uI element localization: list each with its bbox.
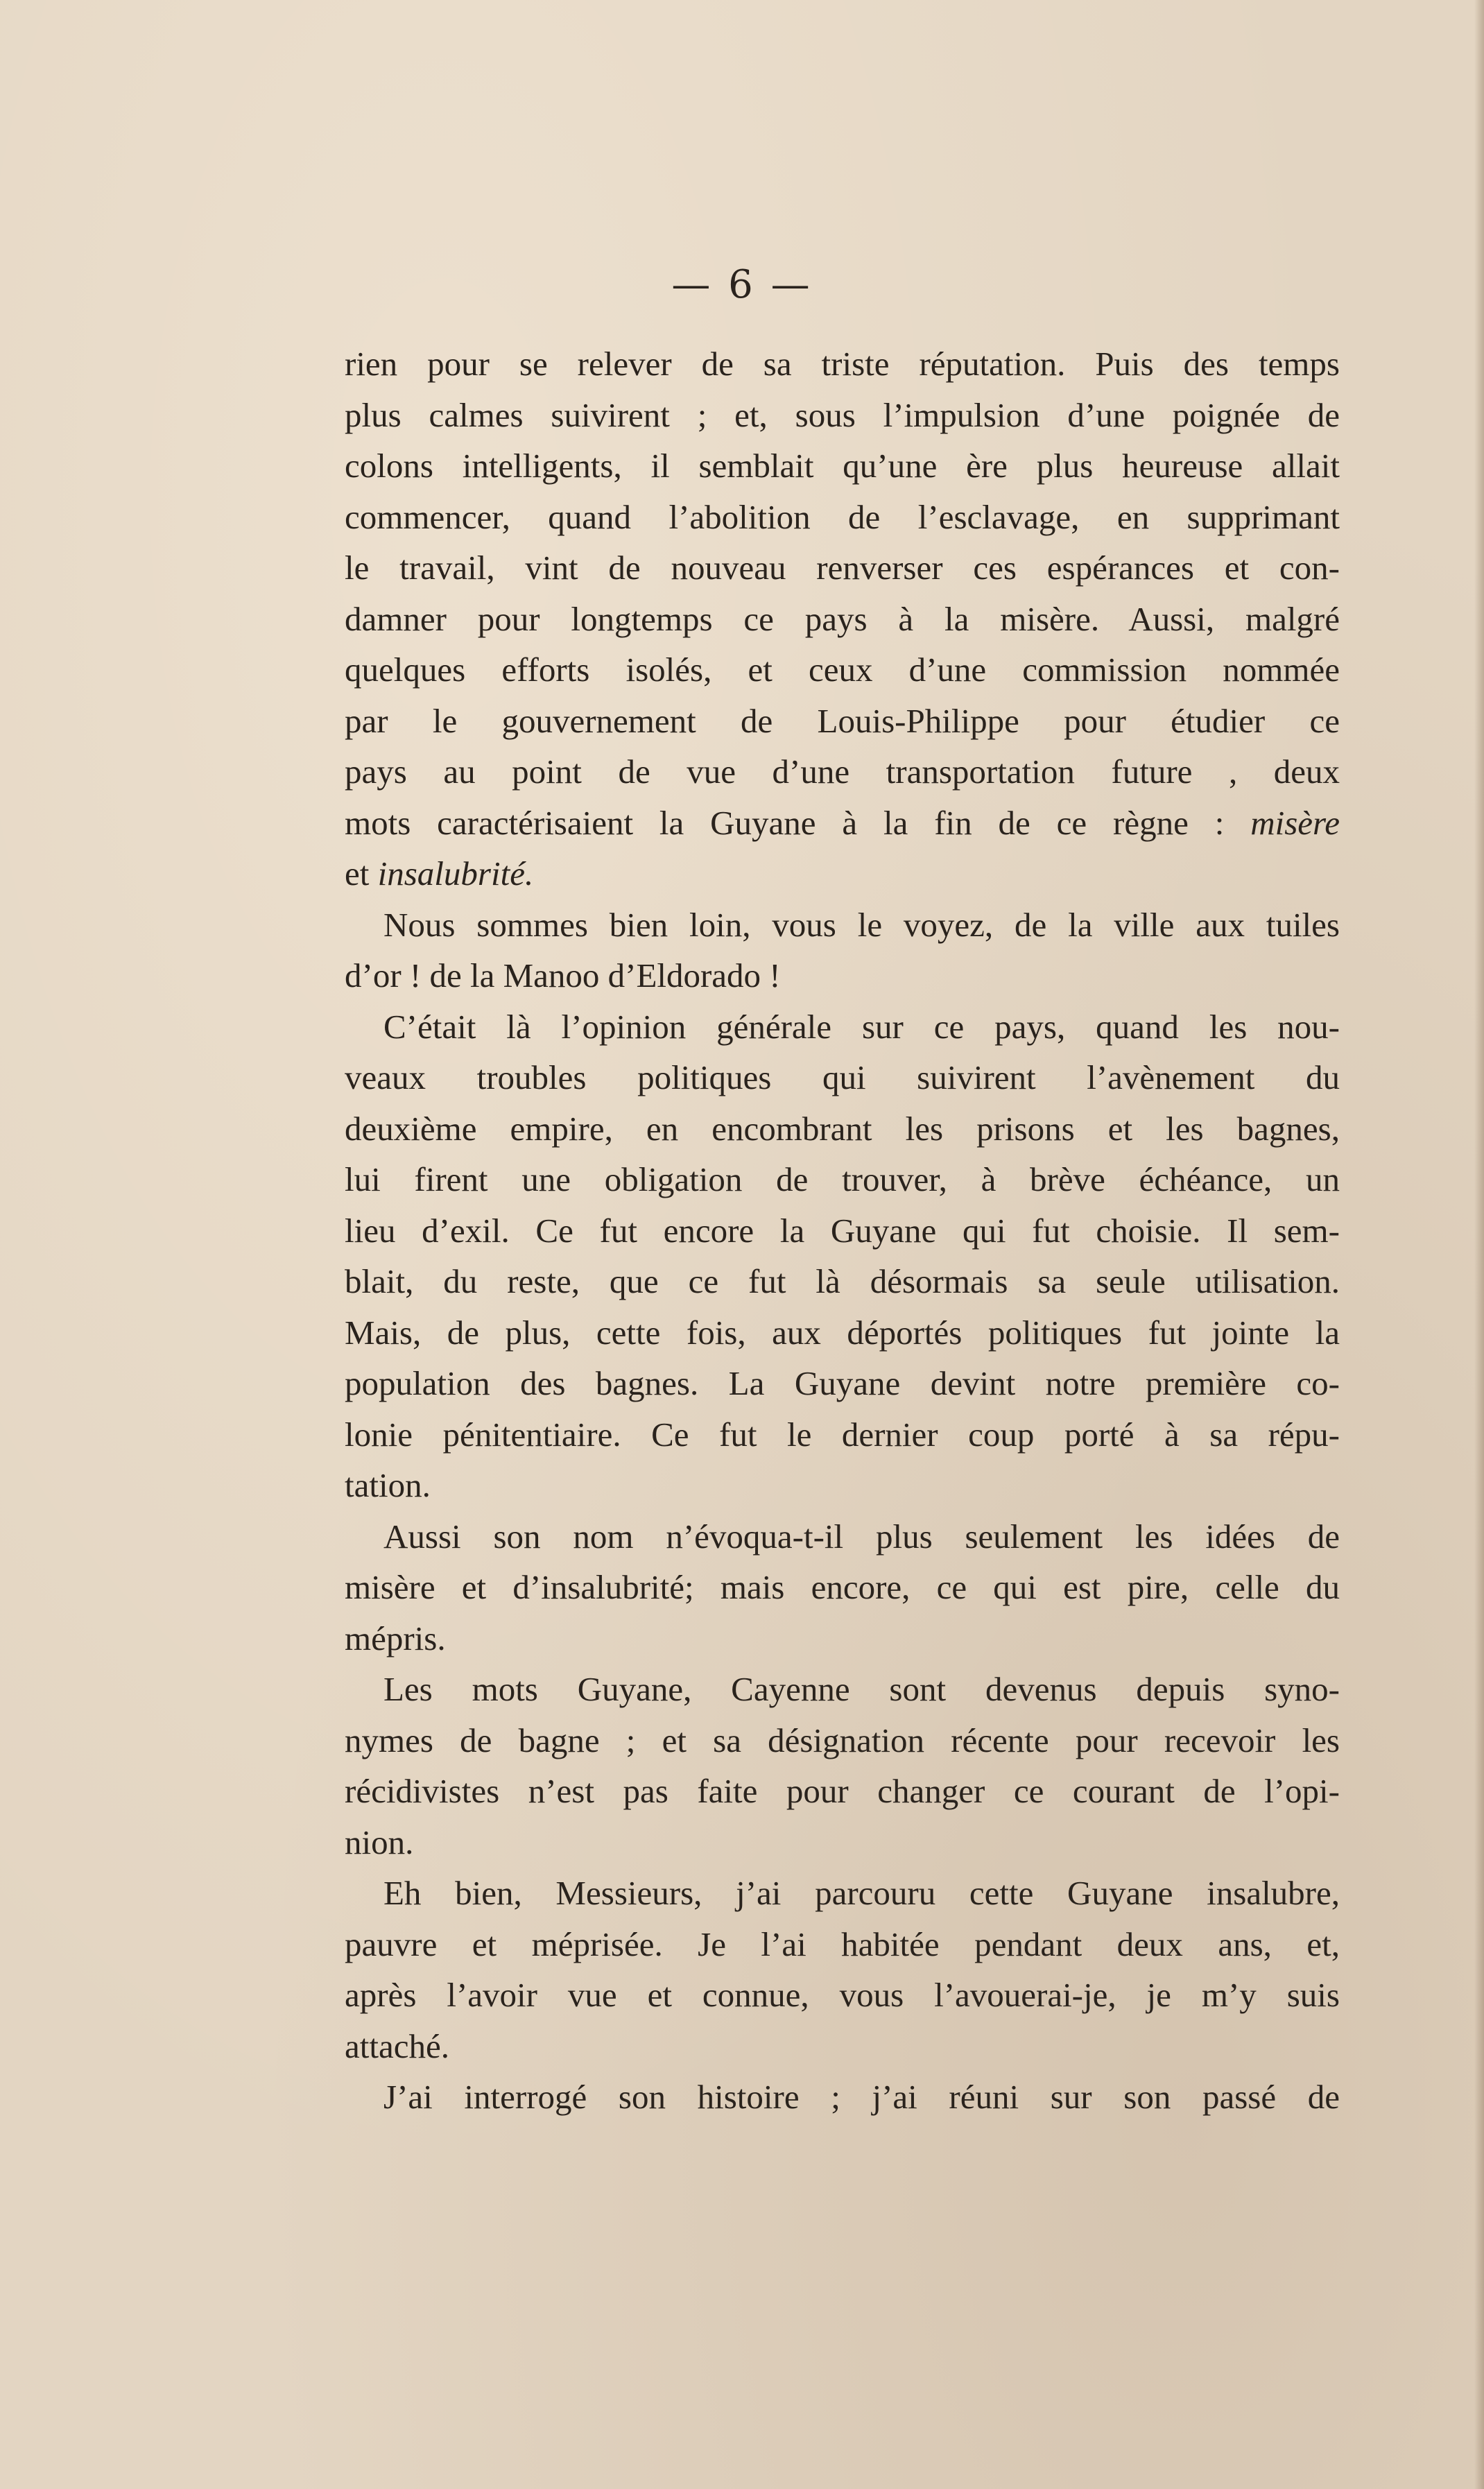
text-line-content: plus calmes suivirent ; et, sous l’impulsion d’une poignée de bbox=[345, 395, 1340, 434]
text-line bbox=[345, 594, 1340, 645]
text-line bbox=[345, 1562, 1340, 1613]
text-line bbox=[345, 1664, 1340, 1715]
text-line-content: C’était là l’opinion générale sur ce pays, quand les nou- bbox=[383, 1007, 1340, 1046]
text-line bbox=[345, 1205, 1340, 1257]
text-line bbox=[345, 1001, 1340, 1053]
text-line bbox=[345, 644, 1340, 696]
text-line-content: blait, du reste, que ce fut là désormais sa seule utilisation. bbox=[345, 1262, 1340, 1300]
text-line-content: tation. bbox=[345, 1466, 431, 1504]
text-line bbox=[345, 1256, 1340, 1307]
body-text bbox=[345, 338, 1340, 2123]
paragraph bbox=[345, 338, 1340, 899]
text-line-content: mépris. bbox=[345, 1619, 446, 1657]
text-line bbox=[345, 1154, 1340, 1205]
text-line bbox=[345, 746, 1340, 798]
text-line-content: pauvre et méprisée. Je l’ai habitée pendant deux ans, et, bbox=[345, 1924, 1340, 1963]
text-line-content: misère et d’insalubrité; mais encore, ce qui est pire, celle du bbox=[345, 1568, 1340, 1606]
text-line bbox=[345, 1409, 1340, 1461]
text-line-content: récidivistes n’est pas faite pour changer ce courant de l’opi- bbox=[345, 1772, 1340, 1810]
text-line bbox=[345, 1511, 1340, 1562]
text-line bbox=[345, 1307, 1340, 1359]
text-line-content: pays au point de vue d’une transportation future , deux bbox=[345, 752, 1340, 791]
text-line-content: après l’avoir vue et connue, vous l’avouerai-je, je m’y suis bbox=[345, 1976, 1340, 2014]
text-line bbox=[345, 696, 1340, 747]
paragraph bbox=[345, 2072, 1340, 2123]
text-line-content: deuxième empire, en encombrant les prisons et les bagnes, bbox=[345, 1109, 1340, 1148]
text-line bbox=[345, 440, 1340, 492]
paragraph bbox=[345, 1001, 1340, 1511]
text-line bbox=[345, 338, 1340, 390]
text-line-content: Aussi son nom n’évoqua-t-il plus seulement les idées de bbox=[383, 1517, 1340, 1556]
text-line bbox=[345, 798, 1340, 849]
text-line-content: Mais, de plus, cette fois, aux déportés politiques fut jointe la bbox=[345, 1313, 1340, 1352]
text-line-content: lonie pénitentiaire. Ce fut le dernier coup porté à sa répu- bbox=[345, 1415, 1340, 1454]
page-number: — 6 — bbox=[671, 262, 813, 307]
text-line bbox=[345, 848, 1340, 899]
text-line-content: nymes de bagne ; et sa désignation récente pour recevoir les bbox=[345, 1721, 1340, 1759]
text-line-content: Eh bien, Messieurs, j’ai parcouru cette Guyane insalubre, bbox=[383, 1874, 1340, 1912]
text-line-content: par le gouvernement de Louis-Philippe pour étudier ce bbox=[345, 701, 1340, 740]
text-line-content: commencer, quand l’abolition de l’esclavage, en supprimant bbox=[345, 497, 1340, 536]
paragraph bbox=[345, 899, 1340, 1001]
text-line bbox=[345, 390, 1340, 441]
text-line-content: lieu d’exil. Ce fut encore la Guyane qui fut choisie. Il sem- bbox=[345, 1211, 1340, 1250]
text-line-content: Nous sommes bien loin, vous le voyez, de la ville aux tuiles bbox=[383, 905, 1340, 944]
text-line bbox=[345, 1817, 1340, 1868]
text-line-content: Les mots Guyane, Cayenne sont devenus depuis syno- bbox=[383, 1670, 1340, 1708]
text-line-content: mots caractérisaient la Guyane à la fin de ce règne : bbox=[345, 803, 1225, 842]
text-line bbox=[345, 1103, 1340, 1155]
text-line bbox=[345, 1613, 1340, 1664]
text-line-content: rien pour se relever de sa triste réputation. Puis des temps bbox=[345, 345, 1340, 383]
text-line bbox=[345, 492, 1340, 543]
text-line bbox=[345, 542, 1340, 594]
page-edge-shadow bbox=[1474, 0, 1484, 2489]
paragraph bbox=[345, 1868, 1340, 2072]
text-line-content: J’ai interrogé son histoire ; j’ai réuni sur son passé de bbox=[383, 2078, 1340, 2116]
paragraph bbox=[345, 1511, 1340, 1664]
text-line-content: le travail, vint de nouveau renverser ces espérances et con- bbox=[345, 549, 1340, 587]
text-line-content: veaux troubles politiques qui suivirent l’avènement du bbox=[345, 1058, 1340, 1096]
text-line bbox=[345, 1715, 1340, 1766]
text-line-content: quelques efforts isolés, et ceux d’une commission nommée bbox=[345, 651, 1340, 689]
italic-word: insalubrité. bbox=[377, 854, 534, 893]
text-line-content: et bbox=[345, 854, 370, 893]
text-line-content: attaché. bbox=[345, 2026, 449, 2065]
text-line bbox=[345, 899, 1340, 951]
text-line bbox=[345, 2072, 1340, 2123]
text-line bbox=[345, 1970, 1340, 2021]
text-line bbox=[345, 950, 1340, 1001]
italic-word: misère bbox=[1250, 803, 1340, 842]
text-line bbox=[345, 2021, 1340, 2072]
text-line bbox=[345, 1052, 1340, 1103]
text-line bbox=[345, 1766, 1340, 1817]
text-line bbox=[345, 1460, 1340, 1511]
text-line-content: damner pour longtemps ce pays à la misère. Aussi, malgré bbox=[345, 599, 1340, 638]
text-line bbox=[345, 1358, 1340, 1409]
text-line-content: colons intelligents, il semblait qu’une ère plus heureuse allait bbox=[345, 447, 1340, 485]
text-line-content: nion. bbox=[345, 1823, 414, 1861]
text-line-content: d’or ! de la Manoo d’Eldorado ! bbox=[345, 956, 781, 994]
text-line bbox=[345, 1868, 1340, 1919]
text-line-content: lui firent une obligation de trouver, à brève échéance, un bbox=[345, 1160, 1340, 1198]
paragraph bbox=[345, 1664, 1340, 1868]
text-line bbox=[345, 1919, 1340, 1970]
text-line-content: population des bagnes. La Guyane devint notre première co- bbox=[345, 1364, 1340, 1402]
